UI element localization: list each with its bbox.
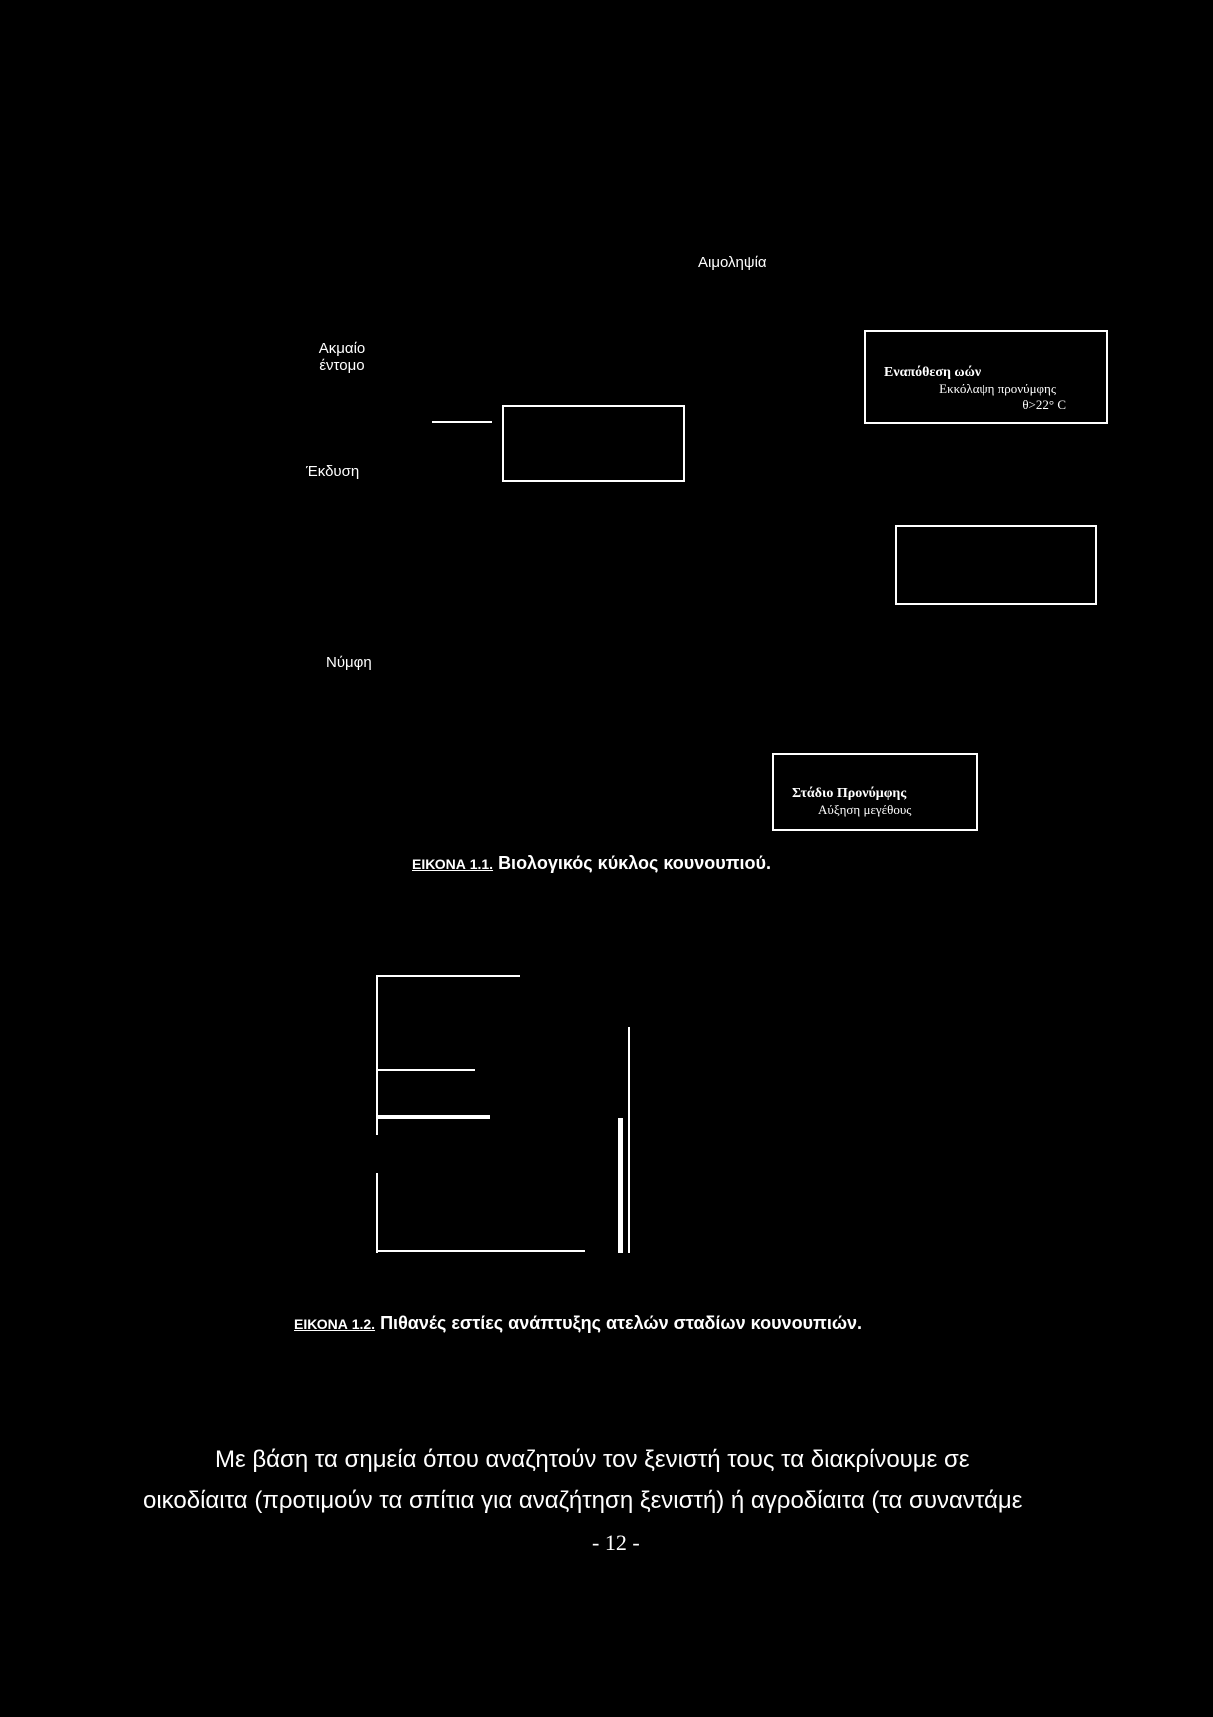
- drawing-left-edge-bottom: [376, 1173, 378, 1253]
- drawing-right-edge: [628, 1027, 630, 1253]
- drawing-right-inner: [618, 1118, 623, 1253]
- drawing-left-edge-top: [376, 975, 378, 1135]
- body-line-1: Με βάση τα σημεία όπου αναζητούν τον ξενιστή τους τα διακρίνουμε σε: [215, 1446, 970, 1473]
- figure-1-title: Βιολογικός κύκλος κουνουπιού.: [498, 853, 771, 873]
- label-blood-meal: Αιμοληψία: [698, 254, 767, 271]
- drawing-middle-line: [377, 1069, 475, 1071]
- empty-box-upper: [502, 405, 685, 482]
- figure-2-number: ΕΙΚΟΝΑ 1.2.: [294, 1316, 376, 1332]
- drawing-top-edge: [377, 975, 520, 977]
- label-pupa: Νύμφη: [326, 654, 372, 671]
- drawing-lower-line: [377, 1115, 490, 1119]
- label-emergence: Έκδυση: [306, 463, 360, 480]
- empty-box-right: [895, 525, 1097, 605]
- figure-2-caption: [294, 1313, 862, 1334]
- figure-1-number: ΕΙΚΟΝΑ 1.1.: [412, 856, 494, 872]
- connector-line: [432, 421, 492, 423]
- drawing-bottom-edge: [377, 1250, 585, 1252]
- figure-1-caption: [412, 853, 771, 874]
- label-adult: Ακμαίο έντομο: [318, 340, 366, 374]
- page-number: - 12 -: [592, 1530, 640, 1555]
- egg-stage-box: Εναπόθεση ωών Εκκόλαψη προνύμφης θ>22° C: [864, 330, 1108, 424]
- larva-stage-box: Στάδιο Προνύμφης Αύξηση μεγέθους: [772, 753, 978, 831]
- body-line-2: οικοδίαιτα (προτιμούν τα σπίτια για αναζήτηση ξενιστή) ή αγροδίαιτα (τα συναντάμε: [143, 1487, 1023, 1514]
- figure-2-title: Πιθανές εστίες ανάπτυξης ατελών σταδίων κουνουπιών.: [380, 1313, 863, 1333]
